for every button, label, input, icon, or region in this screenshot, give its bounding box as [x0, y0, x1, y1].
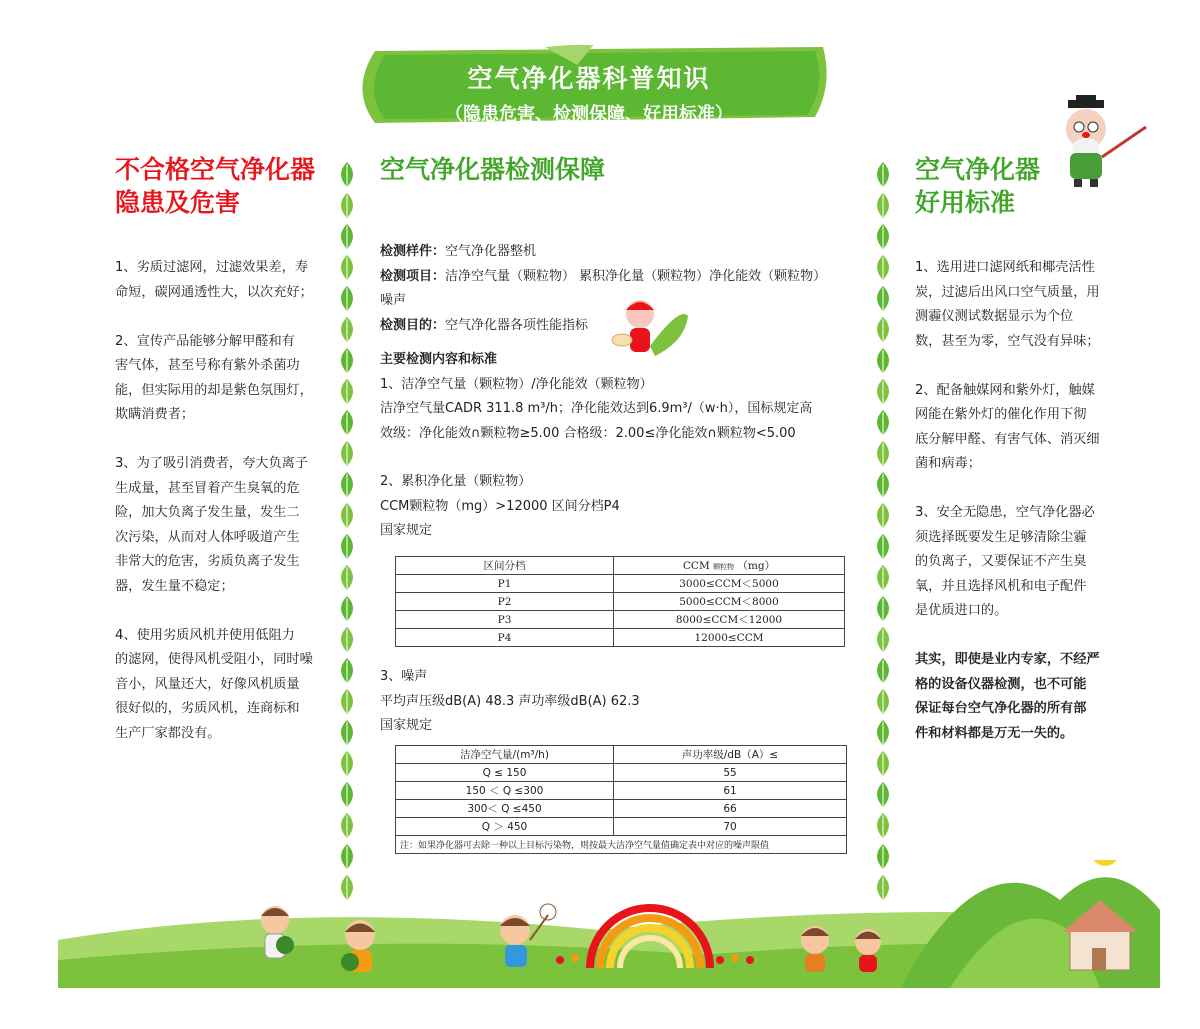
ccm-label: CCM: [682, 560, 710, 572]
items-line: [380, 265, 850, 290]
text-line: 保证每台空气净化器的所有部: [915, 701, 1087, 716]
purpose-value: 空气净化器各项性能指标: [445, 317, 589, 333]
table-cell: P3: [396, 611, 614, 629]
leaf-icon: [341, 565, 353, 590]
landscape-scene: [0, 860, 1200, 1029]
text-line: 3、安全无隐患，空气净化器必: [915, 505, 1095, 520]
text-line: 生成量，甚至冒着产生臭氧的危: [115, 480, 300, 496]
leaf-icon: [341, 751, 353, 776]
section2-title: 2、累积净化量（颗粒物）: [380, 474, 532, 489]
leaf-icon: [341, 627, 353, 652]
leaf-icon: [877, 813, 889, 838]
leaf-icon: [877, 751, 889, 776]
leaf-icon: [341, 379, 353, 404]
leaf-icon: [877, 224, 889, 249]
leaf-icon: [341, 224, 353, 249]
leaf-icon: [877, 720, 889, 745]
text-line: 数，甚至为零，空气没有异味；: [915, 333, 1100, 349]
table-cell: 66: [614, 800, 847, 818]
leaf-icon: [341, 286, 353, 311]
text-line: 其实，即使是业内专家，不经严: [915, 652, 1100, 667]
table-cell: 150 ＜ Q ≤300: [396, 782, 614, 800]
table-cell: P1: [396, 575, 614, 593]
right-paragraph-3: [915, 501, 1120, 624]
leaf-icon: [341, 534, 353, 559]
main-heading: 主要检测内容和标准: [380, 352, 498, 367]
left-paragraph-3: [115, 452, 330, 599]
table2-header-cadr: 洁净空气量/(m³/h): [396, 746, 614, 764]
leaf-icon: [341, 348, 353, 373]
text-line: 非常大的危害，劣质负离子发生: [115, 554, 300, 569]
table-note: 注：如果净化器可去除一种以上目标污染物，则按最大洁净空气量值确定表中对应的噪声限值: [396, 836, 847, 854]
section3-title: 3、噪声: [380, 669, 428, 684]
banner-title: 空气净化器科普知识: [467, 64, 711, 93]
leaf-icon: [877, 317, 889, 342]
painter-girl-illustration: [610, 296, 690, 366]
text-line: 4、使用劣质风机并使用低阻力: [115, 627, 295, 643]
leaf-icon: [877, 627, 889, 652]
noise-table: [395, 745, 847, 854]
leaf-icon: [877, 658, 889, 683]
text-line: 能，但实际用的却是紫色氛围灯，: [115, 382, 313, 398]
leaf-vine-left: [334, 160, 360, 920]
left-paragraph-2: [115, 330, 330, 428]
leaf-vine-right: [870, 160, 896, 920]
middle-title: 空气净化器检测保障: [380, 155, 606, 184]
text-line: 底分解甲醛、有害气体、消灭细: [915, 431, 1100, 447]
section3: [380, 665, 850, 739]
section3-line2: 国家规定: [380, 718, 433, 733]
ccm-table: [395, 556, 845, 647]
text-line: 音小，风量还大，好像风机质量: [115, 676, 300, 692]
table-cell: 70: [614, 818, 847, 836]
right-bold-paragraph: [915, 648, 1120, 746]
right-title-line1: 空气净化器: [915, 155, 1041, 184]
leaf-icon: [341, 658, 353, 683]
leaf-icon: [877, 534, 889, 559]
leaf-icon: [877, 565, 889, 590]
table-row: [396, 593, 845, 611]
text-line: 氧，并且选择风机和电子配件: [915, 578, 1087, 594]
text-line: 炭，过滤后出风口空气质量，用: [915, 284, 1100, 300]
leaf-icon: [341, 782, 353, 807]
leaf-icon: [877, 503, 889, 528]
leaf-icon: [341, 410, 353, 435]
table-cell: 5000≤CCM＜8000: [614, 593, 845, 611]
right-paragraph-2: [915, 379, 1120, 477]
leaf-icon: [877, 441, 889, 466]
left-title-line1: 不合格空气净化器: [115, 155, 316, 184]
leaf-icon: [341, 162, 353, 187]
sample-line: [380, 240, 850, 265]
ccm-sub-label: 颗粒物: [713, 563, 735, 571]
sample-label: 检测样件：: [380, 244, 446, 259]
text-line: 的负离子，又要保证不产生臭: [915, 554, 1087, 569]
banner-subtitle: （隐患危害、检测保障、好用标准）: [445, 104, 733, 125]
section1-line1: 洁净空气量CADR 311.8 m³/h；净化能效达到6.9m³/（w·h），国标规定高: [380, 401, 813, 416]
text-line: 件和材料都是万无一失的。: [915, 725, 1074, 741]
sample-value: 空气净化器整机: [445, 244, 537, 259]
right-paragraph-1: [915, 256, 1120, 354]
text-line: 的滤网，使得风机受阻小，同时噪: [115, 652, 313, 667]
table-cell: 12000≤CCM: [614, 629, 845, 647]
leaf-icon: [877, 348, 889, 373]
left-paragraph-1: [115, 256, 330, 305]
table-row: [396, 629, 845, 647]
right-body: [915, 256, 1120, 746]
table-cell: P4: [396, 629, 614, 647]
table-cell: Q ≤ 150: [396, 764, 614, 782]
leaf-icon: [877, 193, 889, 218]
text-line: 测霾仪测试数据显示为个位: [915, 309, 1074, 324]
text-line: 格的设备仪器检测，也不可能: [915, 676, 1087, 692]
table-cell: 3000≤CCM＜5000: [614, 575, 845, 593]
text-line: 3、为了吸引消费者，夸大负离子: [115, 456, 309, 471]
leaf-icon: [877, 286, 889, 311]
section2-line2: 国家规定: [380, 523, 433, 538]
items-value: 洁净空气量（颗粒物） 累积净化量（颗粒物）净化能效（颗粒物）: [445, 268, 827, 284]
items-line-2: 噪声: [380, 293, 407, 308]
text-line: 害气体，甚至号称有紫外杀菌功: [115, 358, 300, 373]
text-line: 1、选用进口滤网纸和椰壳活性: [915, 260, 1095, 275]
table-row: [396, 575, 845, 593]
sun-icon: [1091, 860, 1119, 866]
text-line: 器，发生量不稳定；: [115, 578, 234, 594]
text-line: 次污染，从而对人体呼吸道产生: [115, 529, 300, 545]
text-line: 须选择既要发生足够清除尘霾: [915, 529, 1087, 545]
text-line: 2、宣传产品能够分解甲醛和有: [115, 333, 295, 349]
table-cell: P2: [396, 593, 614, 611]
table1-header-grade: 区间分档: [396, 557, 614, 575]
table-cell: Q ＞ 450: [396, 818, 614, 836]
text-line: 是优质进口的。: [915, 603, 1008, 618]
kid-illustration-4: [801, 926, 829, 972]
leaf-icon: [877, 472, 889, 497]
leaf-icon: [877, 689, 889, 714]
leaf-icon: [877, 782, 889, 807]
table-cell: 61: [614, 782, 847, 800]
leaf-icon: [341, 472, 353, 497]
leaf-icon: [877, 162, 889, 187]
table2-header-noise: 声功率级/dB（A）≤: [614, 746, 847, 764]
left-title-line2: 隐患及危害: [115, 188, 241, 217]
leaf-icon: [877, 410, 889, 435]
table1-header-ccm: [614, 557, 845, 575]
left-body: [115, 256, 330, 746]
table-cell: 300＜ Q ≤450: [396, 800, 614, 818]
text-line: 2、配备触媒网和紫外灯，触媒: [915, 382, 1095, 398]
table-row: [396, 782, 847, 800]
ccm-unit: （mg）: [737, 560, 776, 572]
text-line: 命短，碳网通透性大，以次充好；: [115, 284, 313, 300]
table-cell: 55: [614, 764, 847, 782]
section2-line1: CCM颗粒物（mg）>12000 区间分档P4: [380, 498, 620, 514]
leaf-icon: [341, 596, 353, 621]
table-row: [396, 800, 847, 818]
leaf-icon: [341, 441, 353, 466]
table-row: [396, 818, 847, 836]
leaf-icon: [341, 813, 353, 838]
items-label: 检测项目：: [380, 268, 446, 284]
table-row: [396, 836, 847, 854]
right-column: [915, 153, 1120, 771]
table-row: [396, 764, 847, 782]
title-banner: [345, 45, 833, 130]
text-line: 网能在紫外灯的催化作用下彻: [915, 407, 1087, 422]
leaf-icon: [341, 720, 353, 745]
right-title-line2: 好用标准: [915, 188, 1016, 217]
table-row: [396, 611, 845, 629]
text-line: 险，加大负离子发生量，发生二: [115, 505, 300, 520]
leaf-icon: [877, 379, 889, 404]
leaf-icon: [341, 193, 353, 218]
leaf-icon: [877, 596, 889, 621]
leaf-icon: [341, 317, 353, 342]
leaf-icon: [341, 689, 353, 714]
text-line: 菌和病毒；: [915, 456, 981, 471]
leaf-icon: [341, 255, 353, 280]
table-cell: 8000≤CCM＜12000: [614, 611, 845, 629]
text-line: 生产厂家都没有。: [115, 725, 221, 741]
purpose-label: 检测目的：: [380, 317, 446, 333]
text-line: 很好似的，劣质风机，连商标和: [115, 701, 300, 716]
section3-line1: 平均声压级dB(A) 48.3 声功率级dB(A) 62.3: [380, 693, 640, 709]
text-line: 欺瞒消费者；: [115, 407, 195, 422]
left-column: [115, 153, 330, 771]
section1-line2: 效级：净化能效∩颗粒物≥5.00 合格级：2.00≤净化能效∩颗粒物<5.00: [380, 425, 796, 441]
leaf-icon: [341, 503, 353, 528]
left-paragraph-4: [115, 624, 330, 747]
section1-title: 1、洁净空气量（颗粒物）/净化能效（颗粒物）: [380, 376, 653, 392]
text-line: 1、劣质过滤网，过滤效果差，寿: [115, 260, 309, 275]
leaf-icon: [877, 255, 889, 280]
